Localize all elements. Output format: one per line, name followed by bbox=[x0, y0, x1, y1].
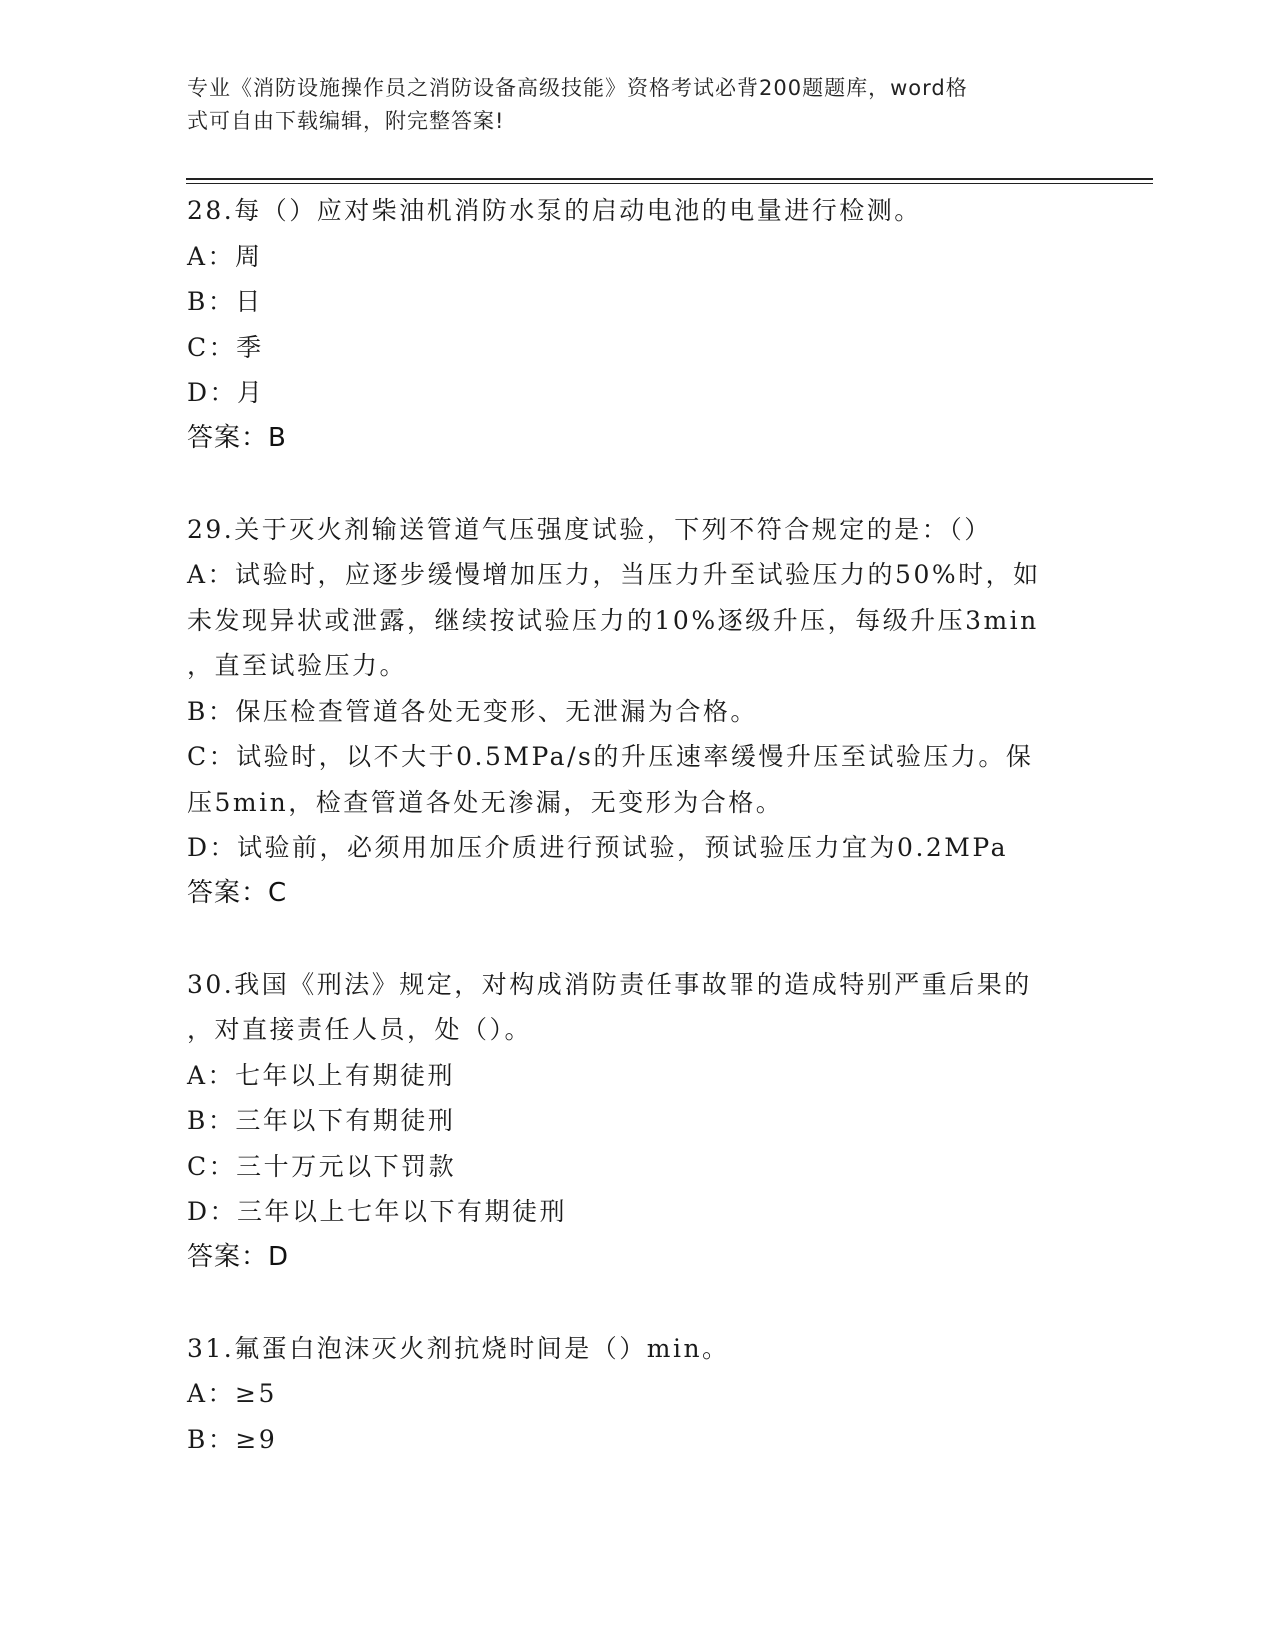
option-line: A：试验时，应逐步缓慢增加压力，当压力升至试验压力的50%时，如 bbox=[187, 560, 1041, 589]
answer-line: 答案：D bbox=[187, 1241, 290, 1272]
option-line: D：试验前，必须用加压介质进行预试验，预试验压力宜为0.2MPa bbox=[187, 833, 1009, 862]
question-block bbox=[187, 188, 1087, 461]
option-line: C：三十万元以下罚款 bbox=[187, 1151, 457, 1181]
option-line: 未发现异状或泄露，继续按试验压力的10%逐级升压，每级升压3min bbox=[187, 605, 1039, 635]
question-stem: 30.我国《刑法》规定，对构成消防责任事故罪的造成特别严重后果的 bbox=[187, 969, 1032, 999]
option-line: D：月 bbox=[187, 378, 265, 407]
option-line: D：三年以上七年以下有期徒刑 bbox=[187, 1197, 568, 1226]
option-line: C：试验时，以不大于0.5MPa/s的升压速率缓慢升压至试验压力。保 bbox=[187, 742, 1034, 771]
question-stem: 28.每（）应对柴油机消防水泵的启动电池的电量进行检测。 bbox=[187, 196, 922, 225]
answer-line: 答案：B bbox=[187, 422, 287, 453]
option-line: B：保压检查管道各处无变形、无泄漏为合格。 bbox=[187, 696, 758, 726]
question-stem: 29.关于灭火剂输送管道气压强度试验，下列不符合规定的是：（） bbox=[187, 514, 992, 544]
question-block bbox=[187, 507, 1087, 917]
header-divider-thick bbox=[186, 178, 1153, 180]
question-stem: 31.氟蛋白泡沫灭火剂抗烧时间是（）min。 bbox=[187, 1333, 730, 1363]
option-line: B：≥9 bbox=[187, 1424, 278, 1454]
option-line: ，直至试验压力。 bbox=[187, 651, 408, 680]
option-line: C：季 bbox=[187, 332, 264, 362]
question-stem: ，对直接责任人员，处（）。 bbox=[187, 1015, 533, 1044]
option-line: A：七年以上有期徒刑 bbox=[187, 1060, 456, 1090]
header-divider-thin bbox=[186, 183, 1153, 184]
option-line: A：≥5 bbox=[187, 1379, 277, 1408]
header-line-1: 专业《消防设施操作员之消防设备高级技能》资格考试必背200题题库，word格 bbox=[187, 76, 968, 100]
question-list bbox=[187, 188, 1087, 1462]
question-block bbox=[187, 1326, 1087, 1463]
header-line-2: 式可自由下载编辑，附完整答案! bbox=[187, 109, 505, 133]
option-line: 压5min，检查管道各处无渗漏，无变形为合格。 bbox=[187, 787, 784, 817]
option-line: A：周 bbox=[187, 241, 263, 271]
document-header bbox=[187, 72, 1087, 138]
question-block bbox=[187, 962, 1087, 1281]
option-line: B：日 bbox=[187, 287, 263, 316]
option-line: B：三年以下有期徒刑 bbox=[187, 1106, 456, 1135]
answer-line: 答案：C bbox=[187, 877, 288, 908]
